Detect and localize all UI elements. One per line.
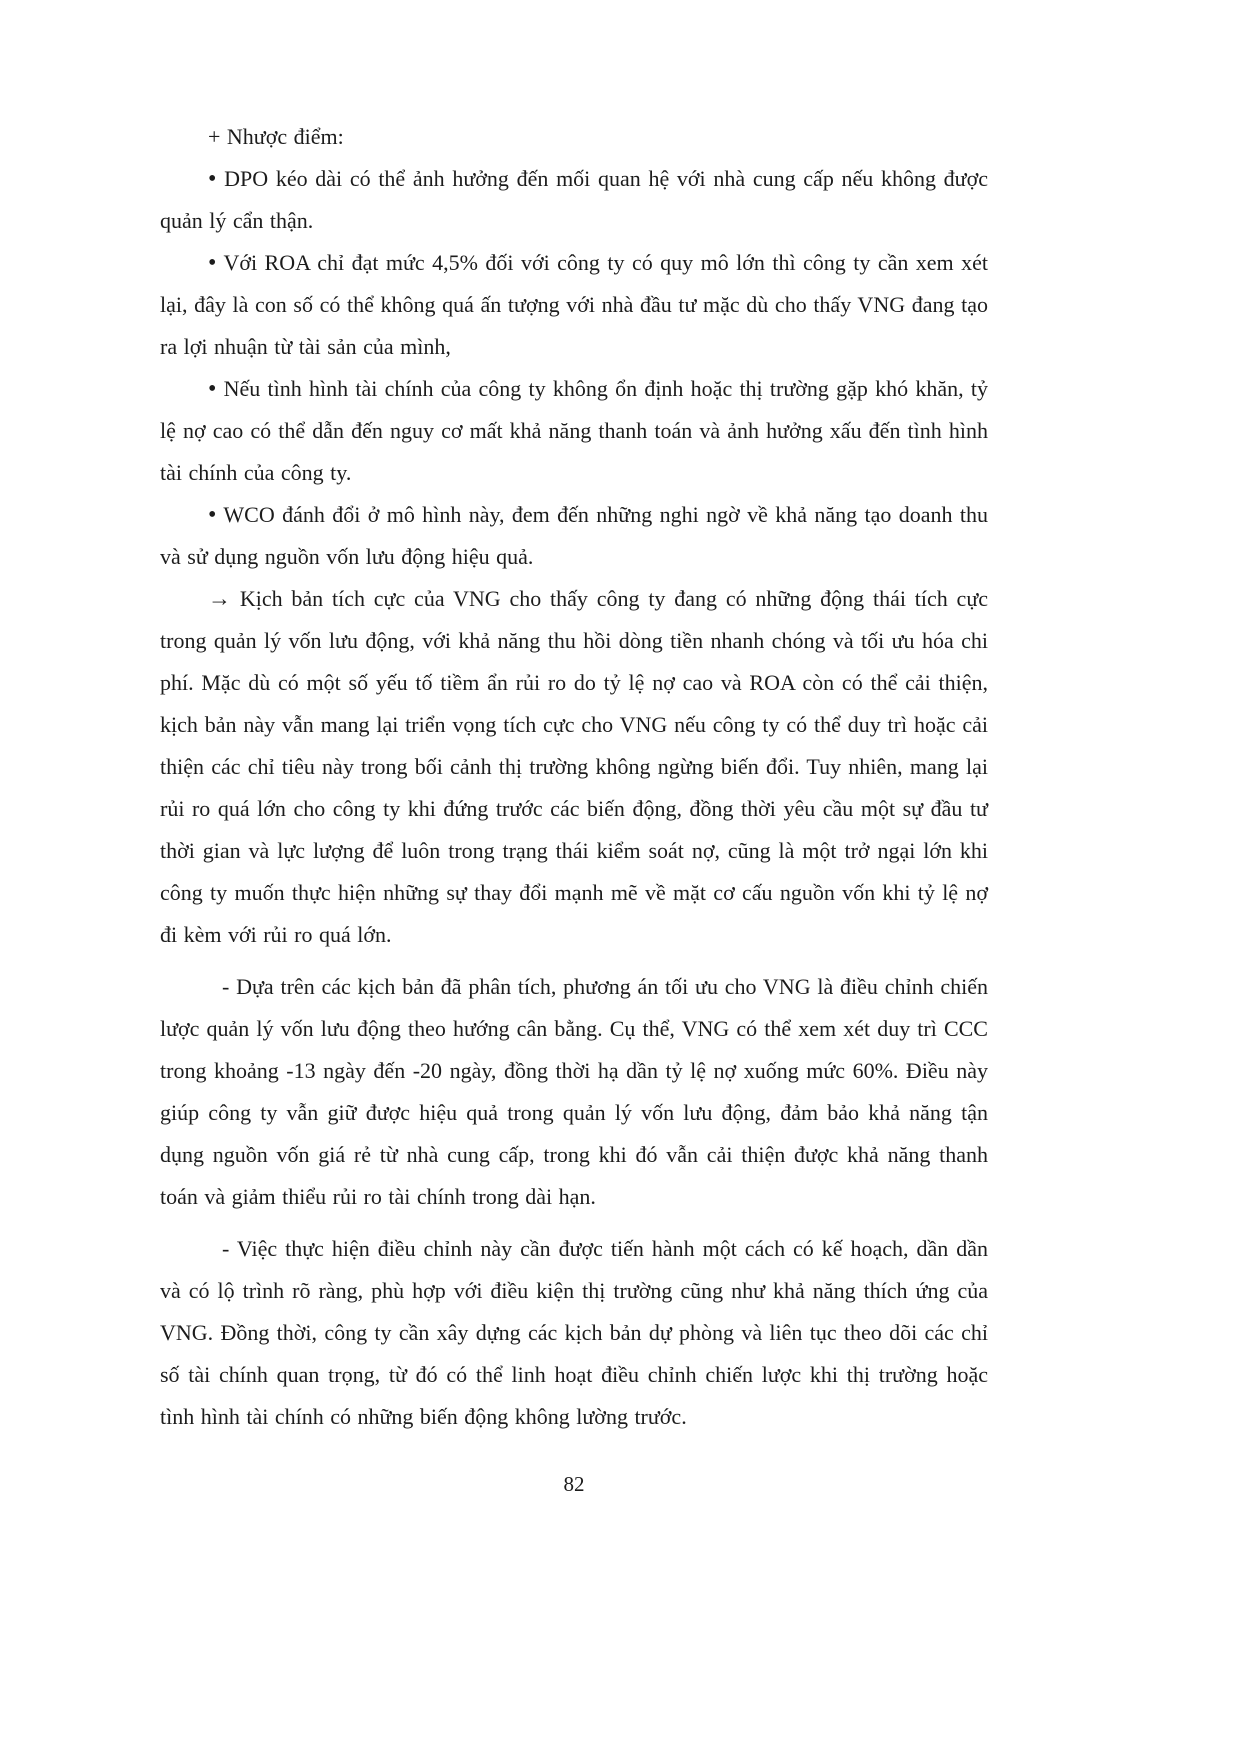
paragraph-bullet-wco — [160, 494, 988, 578]
paragraph-arrow-positive-scenario — [160, 578, 988, 956]
paragraph-text: Dựa trên các kịch bản đã phân tích, phương án tối ưu cho VNG là điều chỉnh chiến lược quản lý vốn lưu động theo hướng cân bằng. Cụ thể, VNG có thể xem xét duy trì CCC trong khoảng -13 ngày đến -20 ngày, đồng thời hạ dần tỷ lệ nợ xuống mức 60%. Điều này giúp công ty vẫn giữ được hiệu quả trong quản lý vốn lưu động, đảm bảo khả năng tận dụng nguồn vốn giá rẻ từ nhà cung cấp, trong khi đó vẫn cải thiện được khả năng thanh toán và giảm thiểu rủi ro tài chính trong dài hạn. — [160, 974, 989, 1209]
paragraph-dash-implementation — [160, 1228, 988, 1438]
paragraph-text: Nhược điểm: — [226, 124, 344, 149]
bullet-icon: • — [208, 376, 217, 402]
paragraph-text: WCO đánh đổi ở mô hình này, đem đến những nghi ngờ về khả năng tạo doanh thu và sử dụng nguồn vốn lưu động hiệu quả. — [160, 502, 988, 569]
page-number: 82 — [563, 1472, 585, 1496]
plus-marker: + — [208, 124, 221, 149]
arrow-right-icon: → — [208, 586, 231, 611]
paragraph-text: Với ROA chỉ đạt mức 4,5% đối với công ty có quy mô lớn thì công ty cần xem xét lại, đây là con số có thể không quá ấn tượng với nhà đầu tư mặc dù cho thấy VNG đang tạo ra lợi nhuận từ tài sản của mình, — [160, 250, 988, 359]
page-content — [160, 116, 988, 1438]
paragraph-text: Nếu tình hình tài chính của công ty không ổn định hoặc thị trường gặp khó khăn, tỷ lệ nợ cao có thể dẫn đến nguy cơ mất khả năng thanh toán và ảnh hưởng xấu đến tình hình tài chính của công ty. — [160, 376, 989, 485]
paragraph-text: DPO kéo dài có thể ảnh hưởng đến mối quan hệ với nhà cung cấp nếu không được quản lý cẩn thận. — [160, 166, 989, 233]
bullet-icon: • — [208, 502, 217, 528]
paragraph-bullet-debt-risk — [160, 368, 988, 494]
bullet-icon: • — [208, 250, 217, 276]
paragraph-heading-disadvantages — [160, 116, 988, 158]
dash-marker: - — [222, 974, 230, 999]
paragraph-bullet-dpo — [160, 158, 988, 242]
paragraph-text: Việc thực hiện điều chỉnh này cần được tiến hành một cách có kế hoạch, dần dần và có lộ trình rõ ràng, phù hợp với điều kiện thị trường cũng như khả năng thích ứng của VNG. Đồng thời, công ty cần xây dựng các kịch bản dự phòng và liên tục theo dõi các chỉ số tài chính quan trọng, từ đó có thể linh hoạt điều chỉnh chiến lược khi thị trường hoặc tình hình tài chính có những biến động không lường trước. — [160, 1236, 988, 1429]
bullet-icon: • — [208, 166, 217, 192]
dash-marker: - — [222, 1236, 230, 1261]
paragraph-bullet-roa — [160, 242, 988, 368]
paragraph-dash-optimal-plan — [160, 966, 988, 1218]
paragraph-text: Kịch bản tích cực của VNG cho thấy công ty đang có những động thái tích cực trong quản lý vốn lưu động, với khả năng thu hồi dòng tiền nhanh chóng và tối ưu hóa chi phí. Mặc dù có một số yếu tố tiềm ẩn rủi ro do tỷ lệ nợ cao và ROA còn có thể cải thiện, kịch bản này vẫn mang lại triển vọng tích cực cho VNG nếu công ty có thể duy trì hoặc cải thiện các chỉ tiêu này trong bối cảnh thị trường không ngừng biến đổi. Tuy nhiên, mang lại rủi ro quá lớn cho công ty khi đứng trước các biến động, đồng thời yêu cầu một sự đầu tư thời gian và lực lượng để luôn trong trạng thái kiểm soát nợ, cũng là một trở ngại lớn khi công ty muốn thực hiện những sự thay đổi mạnh mẽ về mặt cơ cấu nguồn vốn khi tỷ lệ nợ đi kèm với rủi ro quá lớn. — [160, 586, 989, 947]
